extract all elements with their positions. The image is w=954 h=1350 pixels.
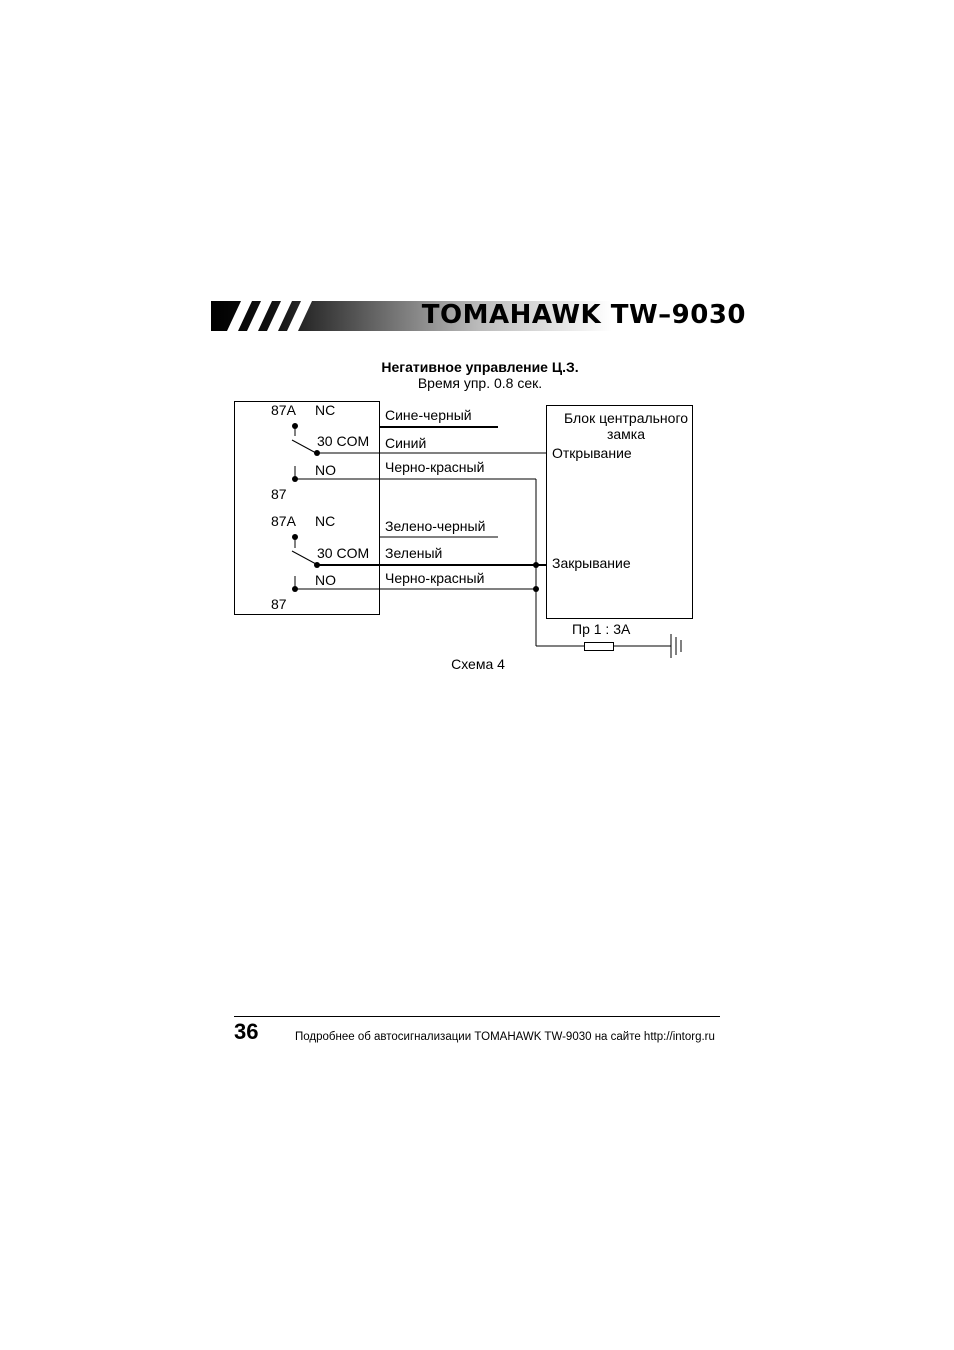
lock-open-label: Открывание — [552, 445, 632, 461]
lock-unit-title-1: Блок центрального — [563, 410, 689, 426]
relay1-no-pin: 87 — [271, 486, 287, 502]
relay1-nc-pin: 87A — [271, 402, 296, 418]
wire-label-3: Черно-красный — [385, 459, 485, 475]
relay2-switch-arm — [292, 551, 316, 564]
relay2-nc-junction — [292, 534, 298, 540]
bus-junction-top — [533, 562, 539, 568]
relay2-nc-label: NC — [315, 513, 336, 529]
relay2-com-label: 30 COM — [317, 545, 370, 561]
wire-label-4: Зелено-черный — [385, 518, 486, 534]
diagram-subtitle: Время упр. 0.8 сек. — [417, 375, 543, 391]
footer-divider — [234, 1016, 720, 1017]
ground-icon — [671, 634, 681, 658]
relay1-nc-junction — [292, 423, 298, 429]
relay1-no-junction — [292, 476, 298, 482]
wire-label-2: Синий — [385, 435, 427, 451]
brand-title: TOMAHAWK TW–9030 — [421, 300, 746, 330]
fuse-label: Пр 1 : 3А — [572, 621, 631, 637]
relay2-no-label: NO — [315, 572, 336, 588]
diagram-caption: Схема 4 — [451, 656, 505, 672]
relay1-com-label: 30 COM — [317, 433, 370, 449]
page-number: 36 — [234, 1019, 259, 1044]
lock-close-label: Закрывание — [552, 555, 631, 571]
wire-label-5: Зеленый — [385, 545, 443, 561]
bus-junction-bottom — [533, 586, 539, 592]
diagram-title: Негативное управление Ц.З. — [381, 359, 579, 375]
footer-text: Подробнее об автосигнализации TOMAHAWK TW-9030 на сайте http://intorg.ru — [295, 1031, 715, 1043]
relay1-nc-label: NC — [315, 402, 336, 418]
relay1-com-junction — [314, 450, 320, 456]
relay2-no-junction — [292, 586, 298, 592]
lock-unit-title-2: замка — [606, 426, 646, 442]
relay1-no-label: NO — [315, 462, 336, 478]
relay2-nc-pin: 87A — [271, 513, 296, 529]
relay2-com-junction — [314, 562, 320, 568]
fuse-icon — [585, 643, 614, 651]
wire-label-6: Черно-красный — [385, 570, 485, 586]
relay1-switch-arm — [292, 440, 316, 453]
relay2-no-pin: 87 — [271, 596, 287, 612]
wire-label-1: Сине-черный — [385, 407, 472, 423]
